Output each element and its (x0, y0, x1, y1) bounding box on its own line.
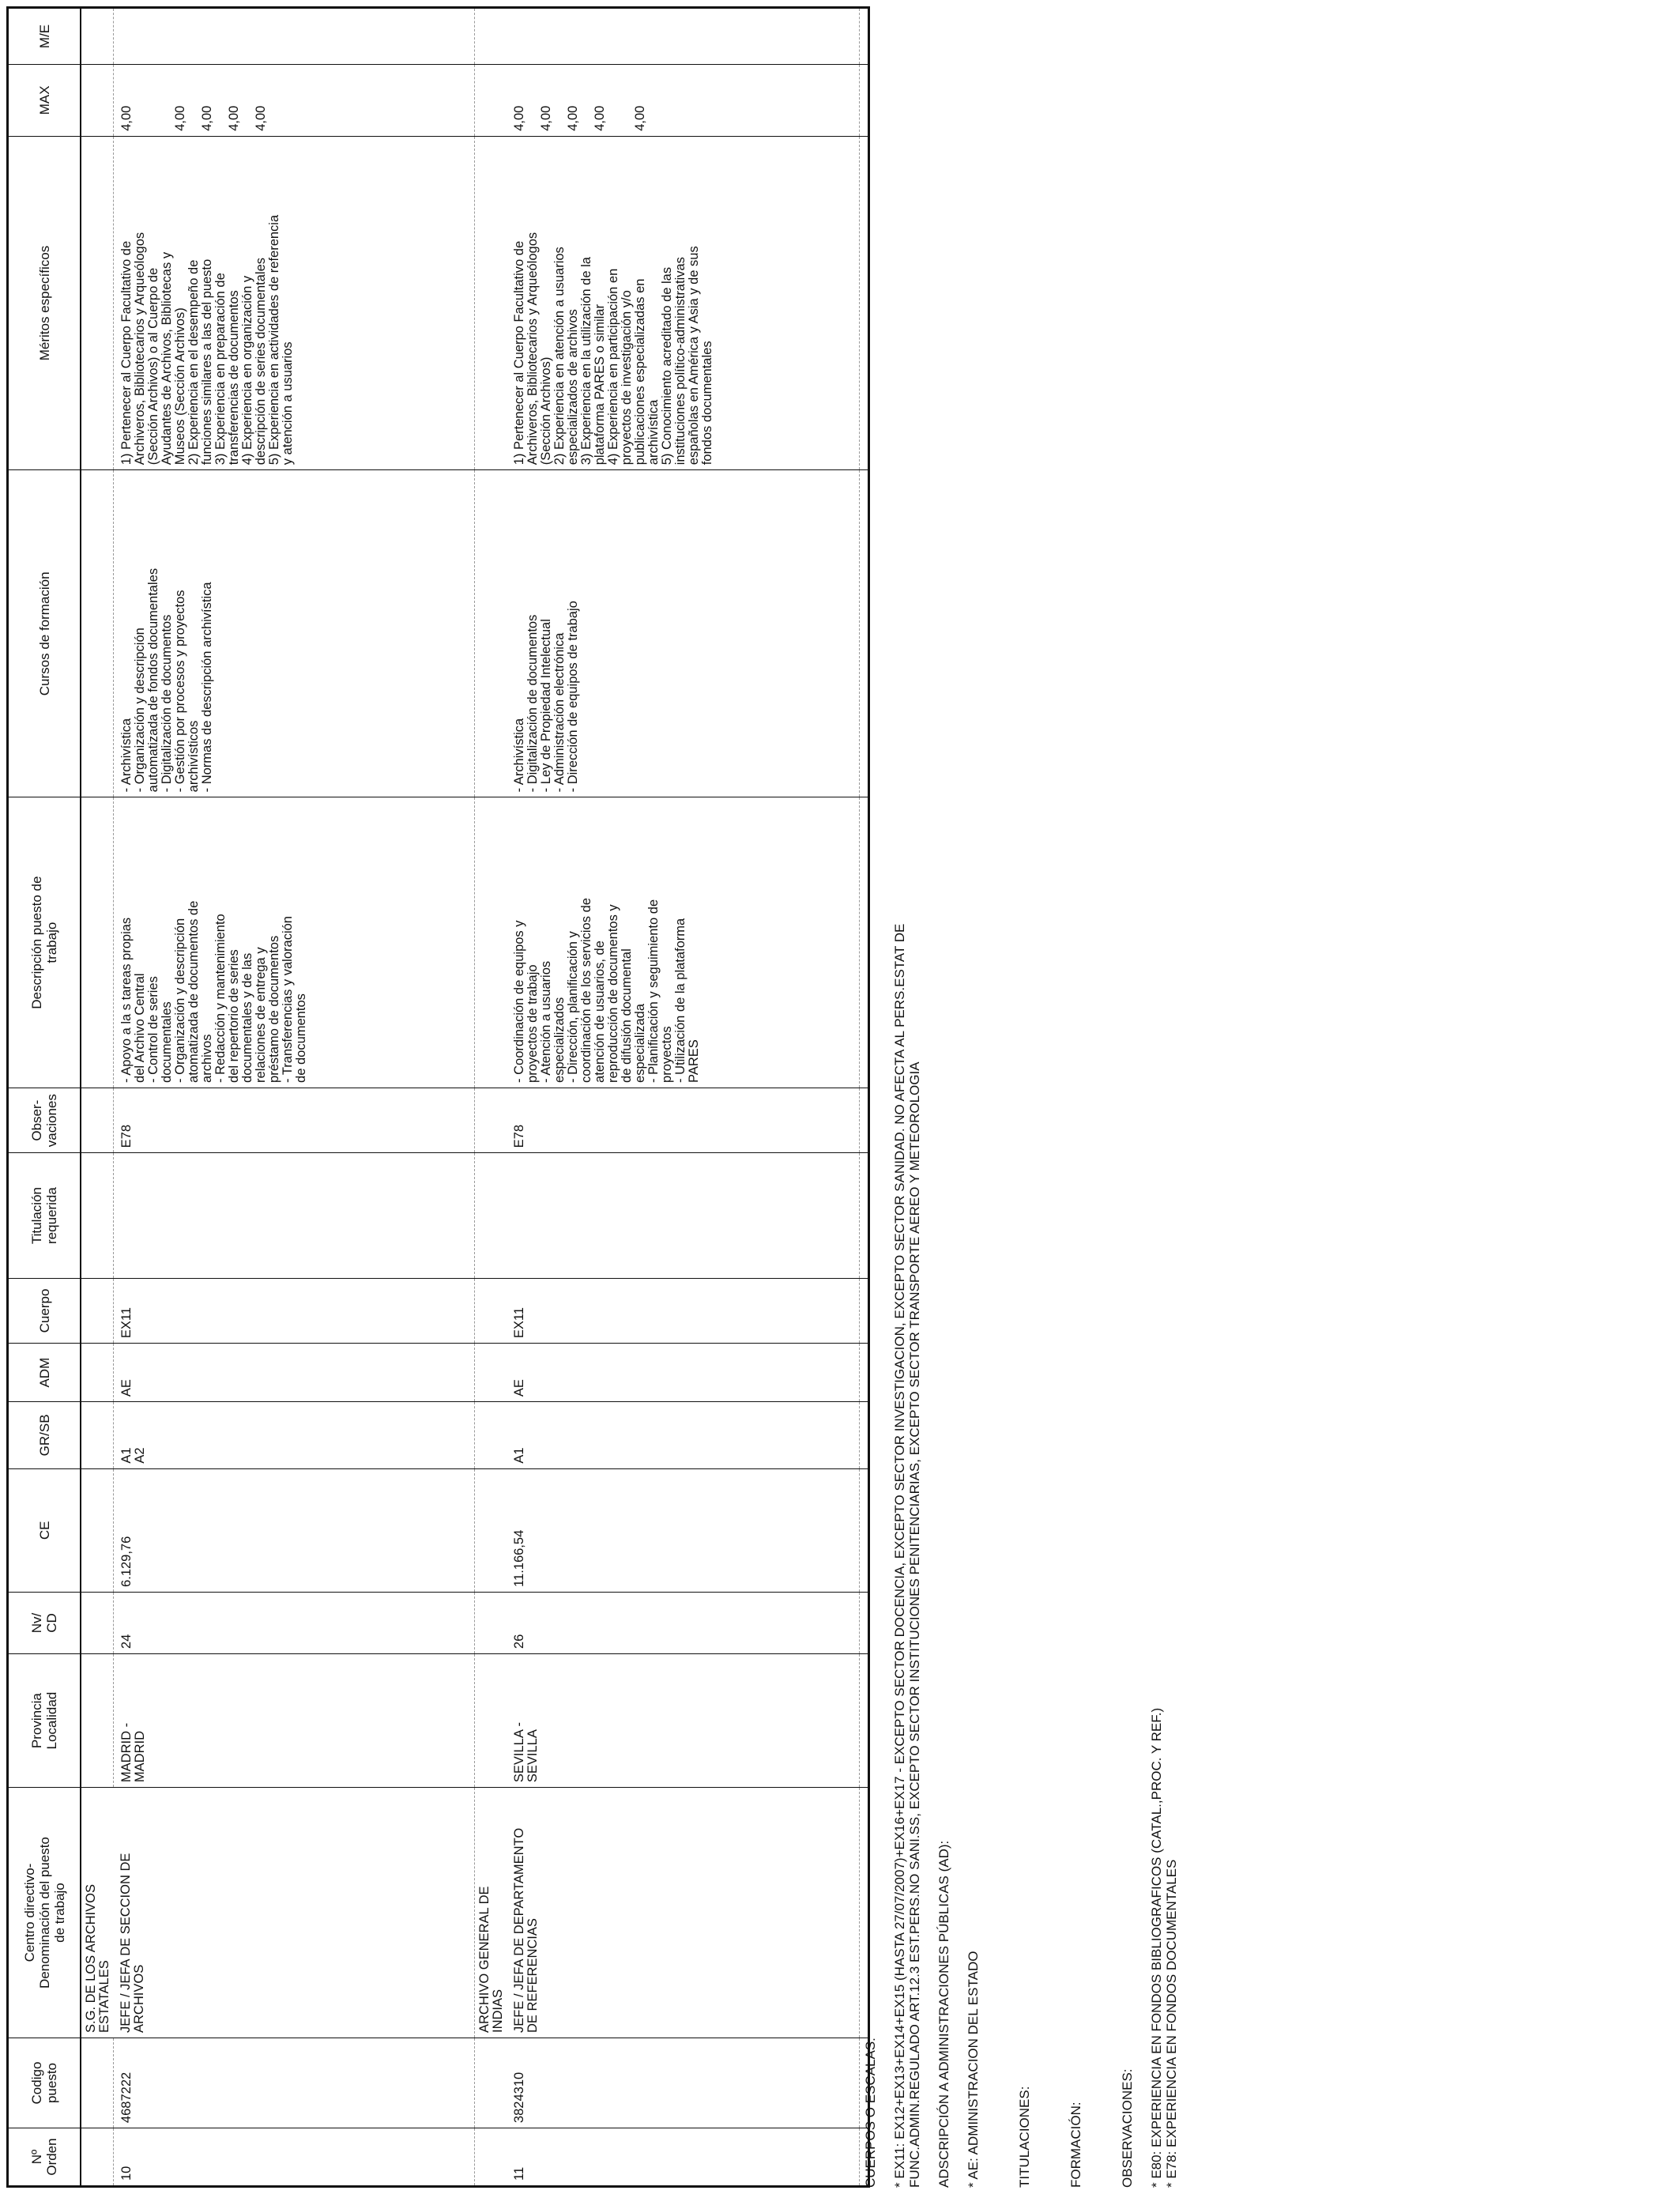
provincia-cell: MADRID - MADRID (113, 1654, 474, 1788)
cuerpos-text: * EX11: EX12+EX13+EX14+EX15 (HASTA 27/07/2007)+EX16+EX17 - EXCEPTO SECTOR DOCENCIA, EXCEPTO SECTOR INVESTIGACION, EXCEPTO SECTOR SANIDAD. NO AFECTA AL PERS.ESTAT DE FUNC.ADMIN.REGULADO ART.12.3 EST.PERS.NO SANI.SS, EXCEPTO SECTOR INSTITUCIONES PENITENCIARIAS, EXCEPTO SECTOR TRANSPORTE AEREO Y METEOROLOGIA (892, 923, 922, 2188)
header-descripcion: Descripción puesto de trabajo (8, 797, 81, 1088)
adm-cell: AE (113, 1344, 474, 1402)
header-nivel: Nv/ CD (8, 1592, 81, 1653)
header-ce: CE (8, 1468, 81, 1592)
orden-cell: 11 (507, 2128, 860, 2187)
meritos-cell: 1) Pertenecer al Cuerpo Facultativo de Archiveros, Bibliotecarios y Arqueólogos (Sección Archivos) o al Cuerpo de Ayudantes de Archivos, Bibliotecas y Museos (Sección Archivos) 2) Experiencia en el desempeño de funciones similares a las del puesto 3) Experiencia en preparación de transferencias de documentos 4) Experiencia en organización y descripción de series documentales 5) Experiencia en actividades de referencia y atención a usuarios (113, 136, 474, 470)
header-cuerpo: Cuerpo (8, 1278, 81, 1343)
ce-cell: 11.166,54 (507, 1468, 860, 1592)
observaciones-cell: E78 (507, 1088, 860, 1152)
titulacion-cell (113, 1153, 474, 1278)
unit-label: ARCHIVO GENERAL DE INDIAS (474, 1788, 507, 2038)
adm-cell: AE (507, 1344, 860, 1402)
table-row (113, 8, 474, 2187)
header-grupo: GR/SB (8, 1402, 81, 1469)
header-titulacion: Titulación requerida (8, 1153, 81, 1278)
max-cell: 4,00 4,00 4,00 4,00 4,00 (113, 64, 474, 136)
header-adm: ADM (8, 1344, 81, 1402)
cursos-cell: - Archivística - Organización y descripción automatizada de fondos documentales - Digitalización de documentos - Gestión por procesos y proyectos archivísticos - Normas de descripción archivística (113, 470, 474, 797)
max-cell: 4,00 4,00 4,00 4,00 4,00 (507, 64, 860, 136)
unit-row (474, 8, 507, 2187)
ce-cell: 6.129,76 (113, 1468, 474, 1592)
cuerpo-cell: EX11 (113, 1278, 474, 1343)
me-cell (113, 8, 474, 65)
grupo-cell: A1 (507, 1402, 860, 1469)
notes-section (863, 6, 1179, 2188)
observaciones-cell: E78 (113, 1088, 474, 1152)
adscripcion-text: * AE: ADMINISTRACION DEL ESTADO (966, 1951, 981, 2188)
table-header (8, 8, 81, 2187)
nivel-cell: 26 (507, 1592, 860, 1653)
header-meritos: Méritos específicos (8, 136, 81, 470)
meritos-cell: 1) Pertenecer al Cuerpo Facultativo de Archiveros, Bibliotecarios y Arqueólogos (Sección Archivos) 2) Experiencia en atención a usuarios especializados de archivos 3) Experiencia en la utilización de la plataforma PARES o similar 4) Experiencia en participación en proyectos de investigación y/o publicaciones especializadas en archivística 5) Conocimiento acreditado de las instituciones político-administrativas españolas en América y Asia y de sus fondos documentales (507, 136, 860, 470)
unit-label: S.G. DE LOS ARCHIVOS ESTATALES (81, 1788, 113, 2038)
table-row (507, 8, 860, 2187)
denominacion-cell: JEFE / JEFA DE DEPARTAMENTO DE REFERENCIAS (507, 1788, 860, 2038)
orden-cell: 10 (113, 2128, 474, 2187)
job-positions-table (6, 6, 870, 2188)
header-orden: Nº Orden (8, 2128, 81, 2187)
titulacion-cell (507, 1153, 860, 1278)
denominacion-cell: JEFE / JEFA DE SECCION DE ARCHIVOS (113, 1788, 474, 2038)
header-codigo: Codigo puesto (8, 2038, 81, 2128)
observaciones-heading: OBSERVACIONES: (1120, 2068, 1135, 2188)
cuerpos-heading: CUERPOS O ESCALAS: (863, 2038, 878, 2188)
descripcion-cell: - Apoyo a la s tareas propias del Archivo Central - Control de series documentales - Organización y descripción atomatizada de documentos de archivos - Redacción y mantenimiento del repertorio de series documentales y de las relaciones de entrega y préstamo de documentos - Transferencias y valoración de documentos (113, 797, 474, 1088)
formacion-heading: FORMACIÓN: (1068, 2102, 1083, 2188)
descripcion-cell: - Coordinación de equipos y proyectos de trabajo - Atención a usuarios especializados - Dirección, planificación y coordinación de los servicios de atención de usuarios, de reproducción de documentos y de difusión documental especializada - Planificación y seguimiento de proyectos - Utilización de la plataforma PARES (507, 797, 860, 1088)
titulaciones-heading: TITULACIONES: (1017, 2086, 1032, 2188)
me-cell (507, 8, 860, 65)
observaciones-item: * E78: EXPERIENCIA EN FONDOS DOCUMENTALES (1164, 1859, 1179, 2188)
codigo-cell: 4687222 (113, 2038, 474, 2128)
grupo-cell: A1 A2 (113, 1402, 474, 1469)
nivel-cell: 24 (113, 1592, 474, 1653)
header-max: MAX (8, 64, 81, 136)
observaciones-item: * E80: EXPERIENCIA EN FONDOS BIBLIOGRAFICOS (CATAL.,PROC. Y REF.) (1149, 1707, 1164, 2188)
header-centro: Centro directivo- Denominación del puesto de trabajo (8, 1788, 81, 2038)
header-observaciones: Obser- vaciones (8, 1088, 81, 1152)
cuerpo-cell: EX11 (507, 1278, 860, 1343)
header-cursos: Cursos de formación (8, 470, 81, 797)
unit-row (81, 8, 113, 2187)
header-provincia: Provincia Localidad (8, 1654, 81, 1788)
adscripcion-heading: ADSCRIPCIÓN A ADMINISTRACIONES PÚBLICAS (AD): (936, 1840, 951, 2188)
header-me: M/E (8, 8, 81, 65)
provincia-cell: SEVILLA - SEVILLA (507, 1654, 860, 1788)
cursos-cell: - Archivística - Digitalización de documentos - Ley de Propiedad Intelectual - Administración electrónica - Dirección de equipos de trabajo (507, 470, 860, 797)
codigo-cell: 3824310 (507, 2038, 860, 2128)
